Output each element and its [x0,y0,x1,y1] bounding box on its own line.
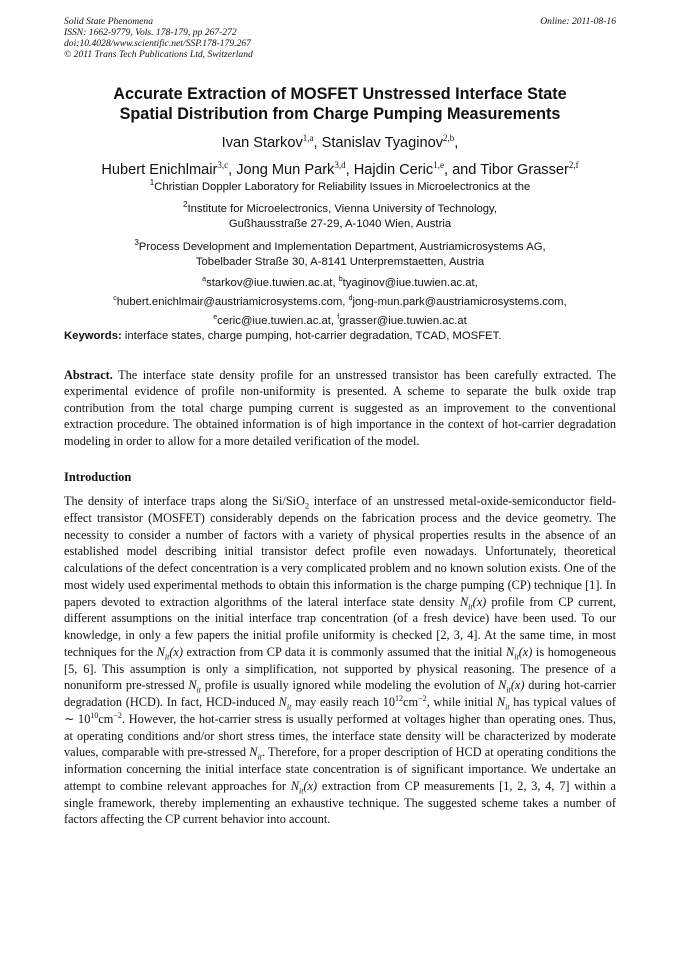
formula-text: N [498,678,507,693]
formula-text: N [188,678,197,693]
formula-text: N [278,695,287,709]
body-text: is homogeneous [5, 6]. This assumption is only a simplification, not supported by physical reasoning. The presence of a nonuniform pre-stressed [64,644,617,693]
email-mark: a [202,276,207,283]
formula-subscript: it [299,786,304,796]
formula-text: N [156,644,165,659]
journal-name: Solid State Phenomena [64,16,153,27]
formula-nit-x [290,778,318,796]
email-address[interactable]: hubert.enichlmair@austriamicrosystems.com, [116,295,346,308]
author-name: Hajdin Ceric [353,161,434,178]
formula-nit [278,695,292,712]
section-heading-introduction: Introduction [64,470,132,484]
formula-1e10 [64,712,122,726]
affiliation-number: 3 [134,238,139,247]
formula-text: (x) [303,778,318,793]
affiliation-text: Tobelbader Straße 30, A-8141 Unterpremstaetten, Austria [195,255,485,268]
email-mark: f [337,313,340,321]
author-name: Stanislav Tyaginov [321,134,444,151]
body-text: has typical values of [509,695,616,709]
formula-subscript: it [505,702,510,712]
author-name: Jong Mun Park [236,161,335,178]
affiliation-text: Christian Doppler Laboratory for Reliability Issues in Microelectronics at the [154,180,531,193]
formula-si-sio2 [272,494,309,511]
affiliation-2 [40,197,640,232]
formula-text: 10 [382,695,396,709]
affiliation-1 [40,175,640,195]
author-name: Ivan Starkov [221,134,303,151]
affiliation-number: 1 [149,178,155,187]
body-text: profile from CP current, different assumptions on the initial interface trap concentration (of a fresh device) have been used. To our knowledge, in only a few papers the initial profile uniformity is checked [2, 3, 4]. At the same time, in most techniques for the [64,594,616,659]
formula-subscript: it [196,685,201,695]
formula-text: ∼ [64,711,79,726]
affiliation-number: 2 [182,200,188,209]
formula-text: 10 [78,711,91,726]
formula-nit-x [498,678,525,695]
author-affil-mark: 2,b [443,133,455,143]
author-affil-mark: 3,d [334,159,346,170]
formula-subscript: it [506,685,511,695]
formula-text: cm [403,695,419,709]
formula-text: N [290,778,300,793]
author-affil-mark: 2,f [568,159,579,170]
body-text: may easily reach [291,695,383,709]
title-line: Spatial Distribution from Charge Pumping Measurements [119,105,561,123]
author-affil-mark: 3,c [217,159,229,170]
formula-text: (x) [169,644,183,659]
body-text: extraction from CP data it is commonly assumed that the initial [182,644,507,659]
formula-subscript: it [514,652,519,662]
affiliation-text: Process Development and Implementation Department, Austriamicrosystems AG, [138,240,546,253]
keywords-section [64,329,616,344]
email-mark: c [113,294,117,302]
formula-subscript: it [164,652,170,662]
email-address[interactable]: jong-mun.park@austriamicrosystems.com, [352,295,567,308]
journal-doi: doi:10.4028/www.scientific.net/SSP.178-179.267 [64,38,251,49]
formula-subscript: 2 [304,501,309,511]
journal-issn: ISSN: 1662-9779, Vols. 178-179, pp 267-272 [64,27,237,38]
formula-text: N [496,695,506,709]
journal-header [64,16,616,60]
email-mark: e [213,313,218,321]
formula-text: Si [272,494,283,508]
body-text: interface of an unstressed metal-oxide-semiconductor field-effect transistor (MOSFET) considerably depends on the fabrication process and the device geometry. The necessity to consider a number of factors with a variety of physical properties results in the absence of an established model describing initial transistor defect profile even nowadays. Unfortunately, theoretical calculations of the defect concentration is a very complicated problem and no known solution exists. One of the most widely used experimental methods to obtain this information is the charge pumping (CP) technique [1]. In papers devoted to extraction algorithms of the lateral interface state density [64,494,617,609]
author-name: Hubert Enichlmair [101,161,218,178]
body-text: extraction from CP measurements [1, 2, 3, 4, 7] within a single framework, thereby implementing an exhaustive technique. The suggested scheme takes a number of factors affecting the CP current behavior into account. [64,778,616,827]
email-address[interactable]: tyaginov@iue.tuwien.ac.at, [342,276,478,289]
title-line: Accurate Extraction of MOSFET Unstressed Interface State [113,85,567,103]
formula-text: (x) [472,594,487,609]
author-conjunction: and [452,161,477,178]
keywords-text: interface states, charge pumping, hot-carrier degradation, TCAD, MOSFET. [124,330,502,342]
author-affil-mark: 1,a [302,133,314,143]
abstract-text: The interface state density profile for an unstressed transistor has been carefully extracted. The experimental evidence of profile non-uniformity is presented. A scheme to separate the bulk oxide trap contribution from the total charge pumping current is suggested as an improvement to the conventional extraction procedure. The obtained information is of high importance in the context of hot-carrier degradation modeling in order to allow for a more detailed verification of the model. [64,368,616,448]
journal-copyright: © 2011 Trans Tech Publications Ltd, Switzerland [64,49,253,60]
body-text: . However, the hot-carrier stress is usually performed at voltages higher than operating ones. Thus, at operating conditions and/or short stress times, the interface state density will be characterized by moderate values, comparable with pre-stressed [64,711,616,760]
formula-text: (x) [518,644,533,659]
body-text: The density of interface traps along the [64,494,273,508]
formula-1e12 [383,695,427,709]
formula-superscript: 10 [90,710,99,720]
online-date: Online: 2011-08-16 [540,16,616,27]
formula-subscript: it [286,702,292,712]
formula-text: SiO [285,494,305,508]
body-text: . Therefore, for a proper description of HCD at operating conditions the information concerning the initial interface state concentration is of significant importance. We undertake an attempt to combine relevant approaches for [64,745,617,793]
formula-text: N [249,745,258,760]
formula-nit [496,695,510,712]
affiliation-text: Gußhausstraße 27-29, A-1040 Wien, Austria [228,217,452,230]
body-text: profile is usually ignored while modeling the evolution of [200,678,499,693]
formula-text: N [506,644,515,659]
formula-text: / [282,494,286,508]
email-mark: d [348,294,353,302]
email-mark: b [338,276,343,283]
author-emails [40,272,640,328]
email-address[interactable]: starkov@iue.tuwien.ac.at, [206,276,336,289]
author-affil-mark: 1,e [433,159,444,170]
formula-superscript: 12 [395,693,404,703]
email-address[interactable]: ceric@iue.tuwien.ac.at, [217,314,335,327]
paper-title [64,84,616,124]
formula-superscript: −2 [113,710,122,720]
author-line: Hubert Enichlmair$^{3,c}$, Jong Mun Park$^{3,d}$, Hajdin Ceric$^{1,e}$, and Tibor Grasser$^{2,f}$ [101,159,579,178]
affiliation-text: Institute for Microelectronics, Vienna University of Technology, [187,202,497,215]
formula-text: (x) [510,678,525,693]
introduction-paragraph [64,493,616,828]
formula-nit [188,678,201,695]
body-text: , while initial [426,695,497,709]
abstract-section [64,367,616,449]
formula-subscript: it [468,601,473,611]
formula-superscript: −2 [418,693,427,703]
formula-nit-x [506,644,533,662]
formula-subscript: it [257,752,262,762]
formula-nit [249,745,262,762]
keywords-label: Keywords: [64,330,122,342]
email-address[interactable]: grasser@iue.tuwien.ac.at [339,314,467,327]
author-name: Tibor Grasser [480,161,569,178]
body-text: during hot-carrier degradation (HCD). In fact, HCD-induced [64,678,616,709]
formula-text: N [459,594,469,609]
author-line: Ivan Starkov$^{1,a}$, Stanislav Tyaginov$^{2,b}$, [221,133,459,151]
abstract-label: Abstract. [64,368,113,382]
formula-nit-x [460,595,486,609]
formula-text: cm [98,711,114,726]
author-list [40,127,640,181]
formula-nit-x [156,644,183,662]
affiliation-3 [40,235,640,270]
